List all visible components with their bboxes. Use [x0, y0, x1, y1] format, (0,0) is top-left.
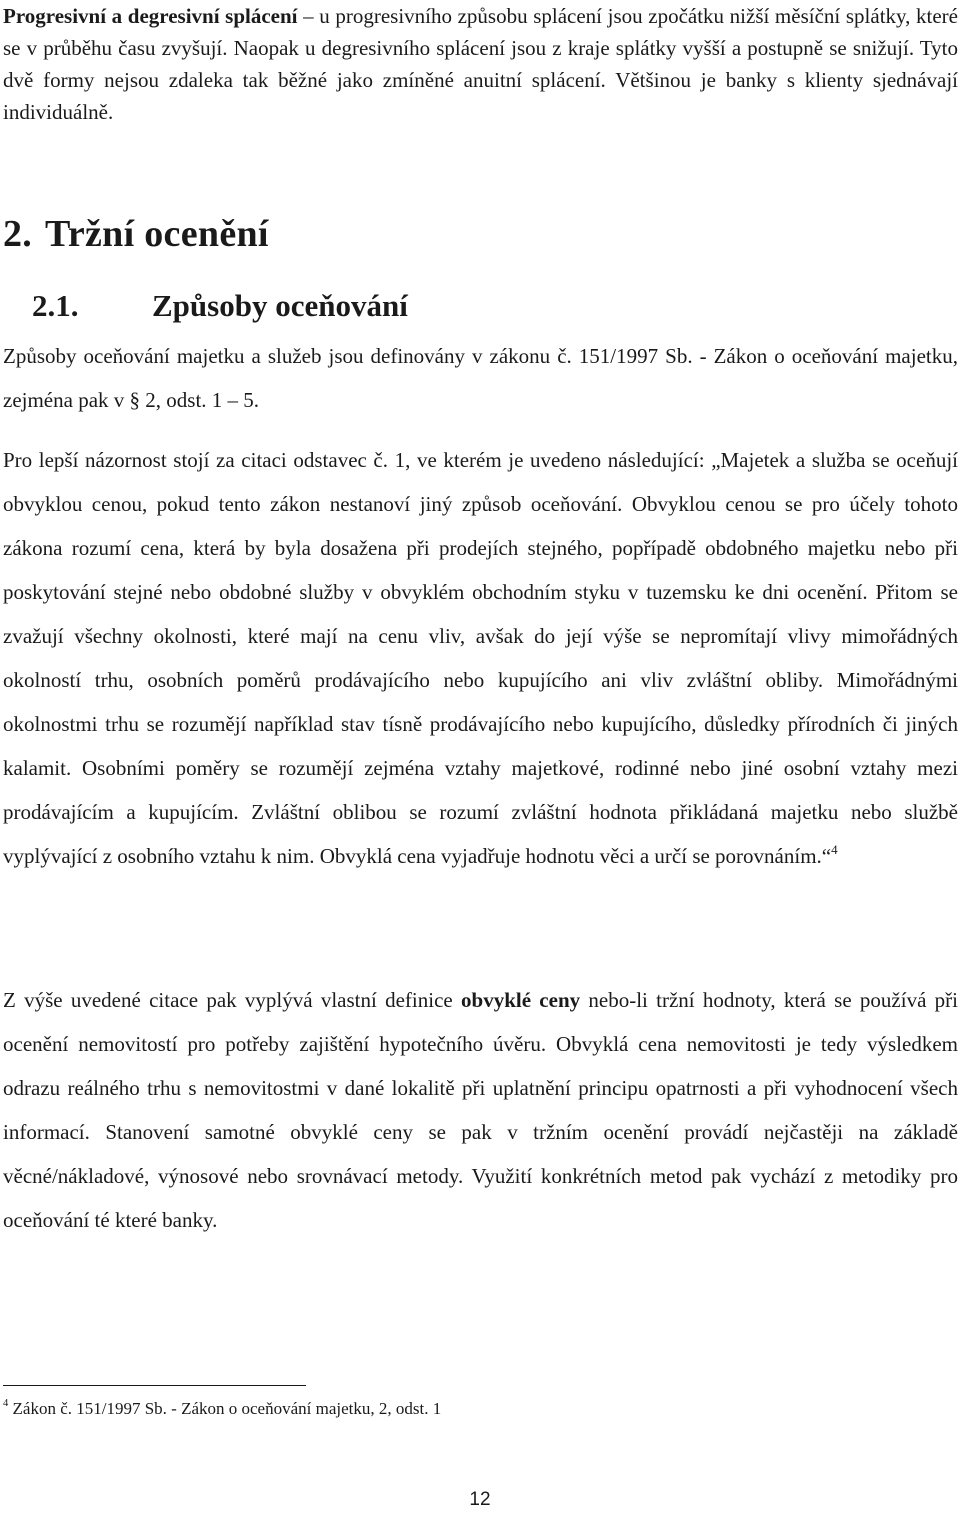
section-number: 2.1. [32, 288, 79, 323]
intro-text: – u progresivního způsobu splácení jsou zpočátku nižší měsíční splátky, které se v průběhu času zvyšují. Naopak u degresivního splácení jsou z kraje splátky vyšší a postupně se snižují. Tyto dvě formy nejsou zdaleka tak běžné jako zmíněné anuitní splácení. Většinou je banky s klienty sjednávají individuálně. [3, 4, 958, 124]
footnote-number: 4 [3, 1398, 9, 1410]
footnote-reference: 4 [831, 841, 838, 857]
chapter-title: Tržní ocenění [45, 213, 269, 255]
chapter-heading [3, 208, 269, 260]
definition-text-start: Z výše uvedené citace pak vyplývá vlastní definice [3, 988, 462, 1012]
section-title: Způsoby oceňování [152, 288, 408, 323]
section-heading [32, 283, 408, 329]
paragraph-quotation [3, 438, 958, 878]
footnote [3, 1396, 441, 1422]
definition-text-end: nebo-li tržní hodnoty, která se používá při ocenění nemovitostí pro potřeby zajištění hypotečního úvěru. Obvyklá cena nemovitosti je tedy výsledkem odrazu reálného trhu s nemovitostmi v dané lokalitě při uplatnění principu opatrnosti a při vyhodnocení všech informací. Stanovení samotné obvyklé ceny se pak v tržním ocenění provádí nejčastěji na základě věcné/nákladové, výnosové nebo srovnávací metody. Využití konkrétních metod pak vychází z metodiky pro oceňování té které banky. [3, 988, 958, 1232]
intro-paragraph [3, 0, 958, 128]
chapter-number: 2. [3, 213, 33, 255]
footnote-separator [3, 1385, 306, 1386]
page-number: 12 [469, 1489, 491, 1510]
paragraph-definition [3, 978, 958, 1242]
quotation-text: Pro lepší názornost stojí za citaci odstavec č. 1, ve kterém je uvedeno následující: „Majetek a služba se oceňují obvyklou cenou, pokud tento zákon nestanoví jiný způsob oceňování. Obvyklou cenou se pro účely tohoto zákona rozumí cena, která by byla dosažena při prodejích stejného, popřípadě obdobného majetku nebo při poskytování stejné nebo obdobné služby v obvyklém obchodním styku v tuzemsku ke dni ocenění. Přitom se zvažují všechny okolnosti, které mají na cenu vliv, avšak do její výše se nepromítají vlivy mimořádných okolností trhu, osobních poměrů prodávajícího nebo kupujícího ani vliv zvláštní obliby. Mimořádnými okolnostmi trhu se rozumějí například stav tísně prodávajícího nebo kupujícího, důsledky přírodních či jiných kalamit. Osobními poměry se rozumějí zejména vztahy majetkové, rodinné nebo jiné osobní vztahy mezi prodávajícím a kupujícím. Zvláštní oblibou se rozumí zvláštní hodnota přikládaná majetku nebo službě vyplývající z osobního vztahu k nim. Obvyklá cena vyjadřuje hodnotu věci a určí se porovnáním.“ [3, 448, 958, 868]
paragraph-law-reference: Způsoby oceňování majetku a služeb jsou definovány v zákonu č. 151/1997 Sb. - Zákon o oceňování majetku, zejména pak v § 2, odst. 1 – 5. [3, 344, 958, 412]
definition-bold-term: obvyklé ceny [461, 988, 581, 1012]
intro-term: Progresivní a degresivní splácení [3, 4, 298, 28]
footnote-text: Zákon č. 151/1997 Sb. - Zákon o oceňování majetku, 2, odst. 1 [8, 1399, 442, 1418]
